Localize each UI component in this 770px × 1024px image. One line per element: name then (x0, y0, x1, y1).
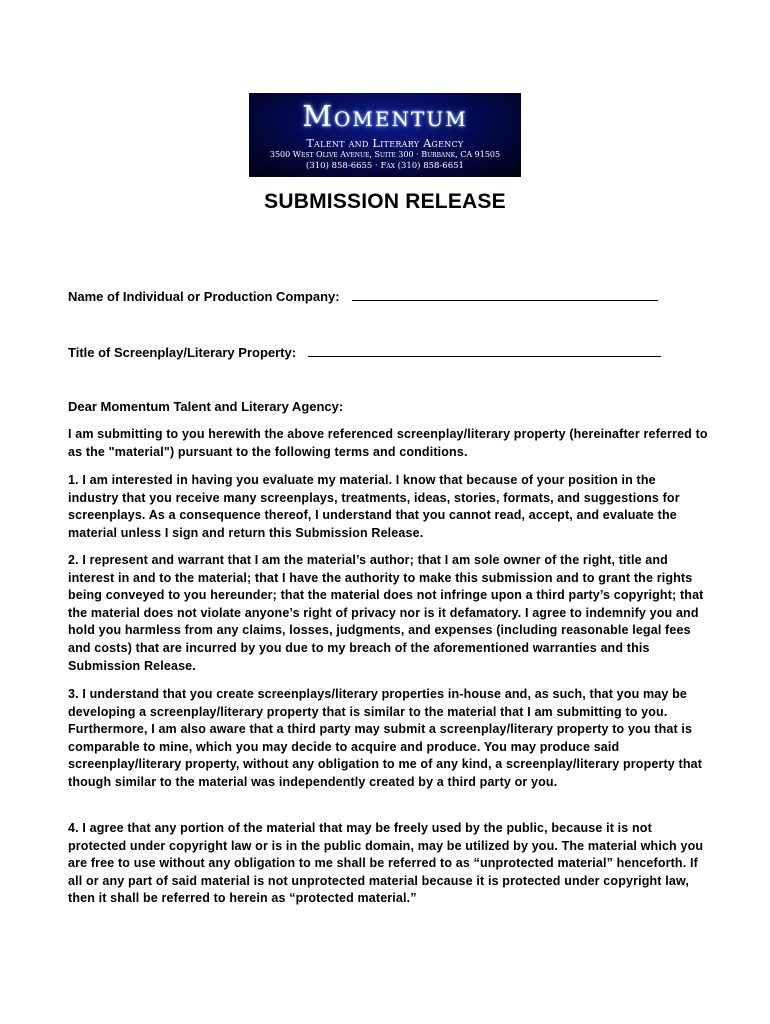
salutation: Dear Momentum Talent and Literary Agency: (68, 399, 344, 414)
clause-3: 3. I understand that you create screenplays/literary properties in-house and, as such, that you may be developing a screenplay/literary property that is similar to the material that I am submitting to you. Furthermore, I am also aware that a third party may submit a screenplay/literary property to you that is comparable to mine, which you may decide to acquire and produce. You may produce said screenplay/literary property, without any obligation to me of any kind, a screenplay/literary property that though similar to the material was independently created by a third party or you. (68, 687, 703, 789)
name-field-blank[interactable] (352, 287, 658, 301)
logo-agency-name: Talent and Literary Agency (306, 137, 464, 150)
document-title: SUBMISSION RELEASE (264, 190, 506, 213)
intro-paragraph: I am submitting to you herewith the above referenced screenplay/literary property (hereinafter referred to as the "material") pursuant to the following terms and conditions. (68, 427, 708, 459)
clause-2: 2. I represent and warrant that I am the material’s author; that I am sole owner of the right, title and interest in and to the material; that I have the authority to make this submission and to grant the rights being conveyed to you hereunder; that the material does not infringe upon a third party’s copyright; that the material does not violate anyone’s right of privacy nor is it defamatory. I agree to indemnify you and hold you harmless from any claims, losses, judgments, and expenses (including reasonable legal fees and costs) that are incurred by you due to my breach of the aforementioned warranties and this Submission Release. (68, 553, 704, 673)
logo-wordmark: Momentum (302, 99, 468, 133)
title-field (68, 343, 661, 360)
clause-1: 1. I am interested in having you evaluate my material. I know that because of your position in the industry that you receive many screenplays, treatments, ideas, stories, formats, and suggestions for screenplays. As a consequence thereof, I understand that you cannot read, accept, and evaluate the material unless I sign and return this Submission Release. (68, 473, 680, 540)
name-field (68, 287, 658, 304)
logo-address: 3500 West Olive Avenue, Suite 300 · Burbank, CA 91505 (269, 150, 501, 159)
name-field-label: Name of Individual or Production Company: (68, 289, 340, 304)
title-field-blank[interactable] (308, 343, 661, 357)
title-field-label: Title of Screenplay/Literary Property: (68, 345, 297, 360)
agency-logo (249, 93, 521, 177)
logo-phone-fax: (310) 858-6655 · Fax (310) 858-6651 (306, 161, 464, 171)
clause-4: 4. I agree that any portion of the material that may be freely used by the public, because it is not protected under copyright law or is in the public domain, may be utilized by you. The material which you are free to use without any obligation to me shall be referred to as “unprotected material” henceforth. If all or any part of said material is not unprotected material because it is protected under copyright law, then it shall be referred to herein as “protected material.” (68, 821, 704, 906)
